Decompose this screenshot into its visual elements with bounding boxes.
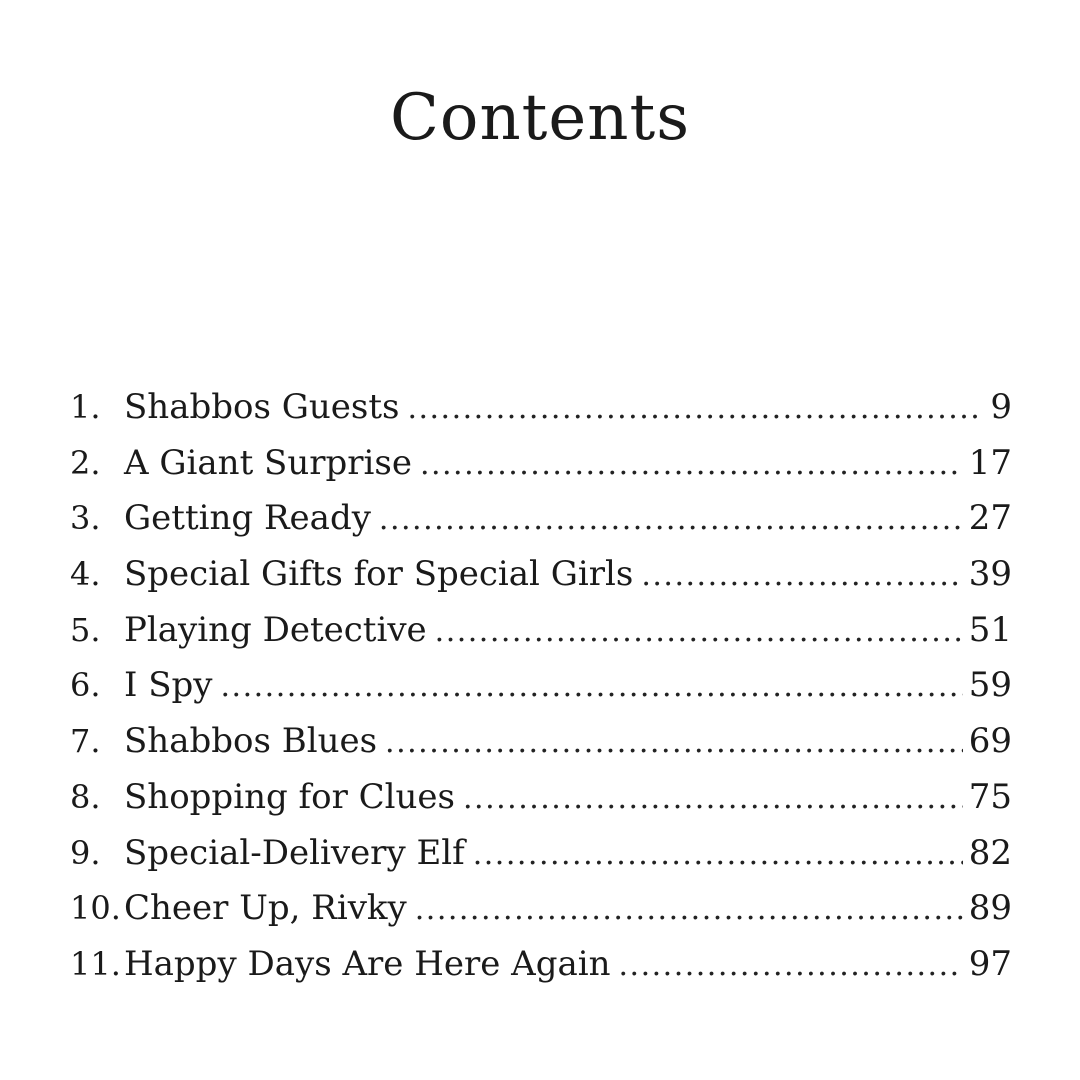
toc-entry (70, 714, 1012, 770)
chapter-title: I Spy (124, 665, 213, 706)
page-number: 59 (968, 665, 1012, 706)
page-number: 39 (968, 554, 1012, 595)
dot-leader (385, 715, 963, 770)
toc-entry (70, 881, 1012, 937)
chapter-title: Shabbos Guests (124, 387, 400, 427)
page-title: Contents (389, 81, 691, 155)
page-number: 82 (968, 832, 1012, 873)
chapter-title: Getting Ready (124, 498, 371, 539)
dot-leader (473, 827, 963, 882)
toc-entry (70, 603, 1012, 659)
chapter-number: 1. (70, 388, 101, 426)
chapter-title: Shopping for Clues (124, 776, 456, 817)
dot-leader (435, 604, 963, 659)
chapter-title: Happy Days Are Here Again (124, 943, 611, 984)
chapter-title: A Giant Surprise (124, 442, 412, 483)
toc-entry (70, 491, 1012, 547)
chapter-number: 9. (70, 833, 101, 872)
chapter-number: 8. (70, 777, 101, 816)
chapter-title: Special-Delivery Elf (124, 832, 465, 873)
dot-leader (407, 381, 984, 436)
dot-leader (379, 492, 963, 547)
toc-entry (70, 826, 1012, 882)
toc-entry (70, 380, 1012, 436)
table-of-contents (70, 380, 1012, 993)
chapter-title: Playing Detective (124, 609, 427, 650)
toc-entry (70, 547, 1012, 603)
dot-leader (641, 548, 962, 603)
dot-leader (463, 771, 963, 826)
page-number: 17 (968, 442, 1012, 483)
page-number: 89 (968, 888, 1012, 929)
chapter-number: 5. (70, 610, 101, 649)
chapter-number: 3. (70, 499, 101, 538)
toc-entry (70, 436, 1012, 492)
chapter-number: 2. (70, 443, 101, 482)
toc-entry (70, 937, 1012, 993)
page-number: 9 (990, 387, 1012, 427)
chapter-number: 4. (70, 555, 101, 594)
chapter-number: 11. (70, 944, 121, 983)
page-number: 51 (968, 609, 1012, 650)
page-number: 69 (968, 721, 1012, 762)
dot-leader (221, 659, 963, 714)
toc-entry (70, 770, 1012, 826)
dot-leader (415, 882, 963, 937)
toc-entry (70, 658, 1012, 714)
chapter-number: 7. (70, 722, 101, 761)
page-number: 75 (968, 776, 1012, 817)
page-number: 27 (968, 498, 1012, 539)
chapter-title: Special Gifts for Special Girls (124, 554, 634, 595)
chapter-number: 10. (70, 889, 121, 928)
chapter-number: 6. (70, 666, 101, 705)
dot-leader (420, 437, 963, 492)
dot-leader (619, 938, 963, 993)
page-number: 97 (968, 943, 1012, 984)
chapter-title: Cheer Up, Rivky (124, 888, 407, 929)
chapter-title: Shabbos Blues (124, 721, 378, 762)
